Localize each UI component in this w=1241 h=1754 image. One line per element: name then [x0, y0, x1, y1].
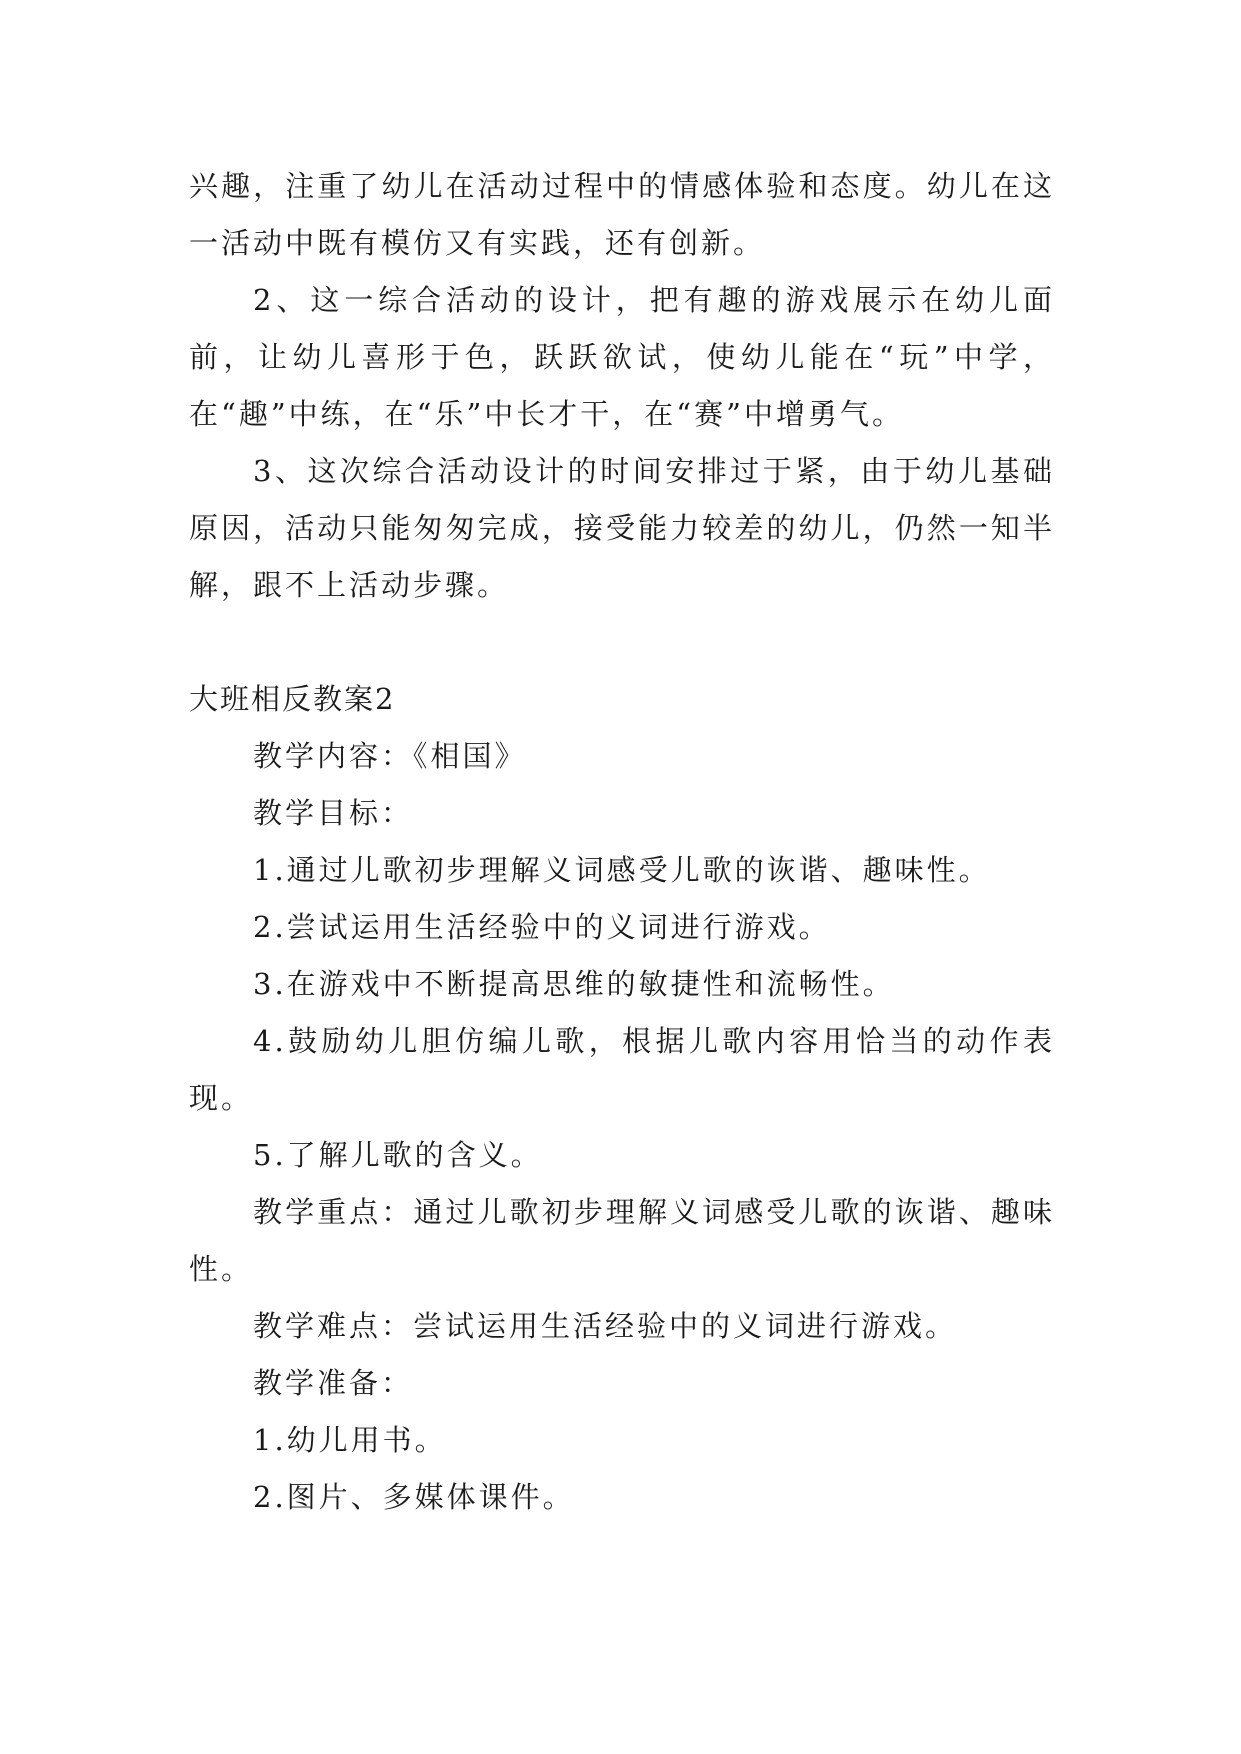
section-title: 大班相反教案2: [189, 682, 396, 716]
preparation-item-1: 1.幼儿用书。: [253, 1423, 447, 1457]
goal-item-3: 3.在游戏中不断提高思维的敏捷性和流畅性。: [253, 967, 895, 1001]
goal-item-5: 5.了解儿歌的含义。: [253, 1138, 543, 1172]
teaching-preparation-heading: 教学准备：: [253, 1366, 414, 1400]
teaching-content: 教学内容：《相国》: [253, 739, 527, 773]
section-spacer: [189, 614, 1055, 671]
paragraph-continuation: 兴趣，注重了幼儿在活动过程中的情感体验和态度。幼儿在这一活动中既有模仿又有实践，还有创新。: [189, 169, 1055, 260]
teaching-difficulty: 教学难点：尝试运用生活经验中的义词进行游戏。: [253, 1309, 958, 1343]
paragraph-reflection-2: 2、这一综合活动的设计，把有趣的游戏展示在幼儿面前，让幼儿喜形于色，跃跃欲试，使幼儿能在“玩”中学，在“趣”中练，在“乐”中长才干，在“赛”中增勇气。: [189, 283, 1055, 431]
teaching-goals-heading: 教学目标：: [253, 796, 414, 830]
paragraph-reflection-3: 3、这次综合活动设计的时间安排过于紧，由于幼儿基础原因，活动只能匆匆完成，接受能力较差的幼儿，仍然一知半解，跟不上活动步骤。: [189, 454, 1055, 602]
goal-item-2: 2.尝试运用生活经验中的义词进行游戏。: [253, 910, 831, 944]
teaching-key-point: 教学重点：通过儿歌初步理解义词感受儿歌的诙谐、趣味性。: [189, 1195, 1055, 1286]
goal-item-4: 4.鼓励幼儿胆仿编儿歌，根据儿歌内容用恰当的动作表现。: [189, 1024, 1055, 1115]
preparation-item-2: 2.图片、多媒体课件。: [253, 1480, 575, 1514]
goal-item-1: 1.通过儿歌初步理解义词感受儿歌的诙谐、趣味性。: [253, 853, 991, 887]
document-body: [189, 158, 1055, 1526]
